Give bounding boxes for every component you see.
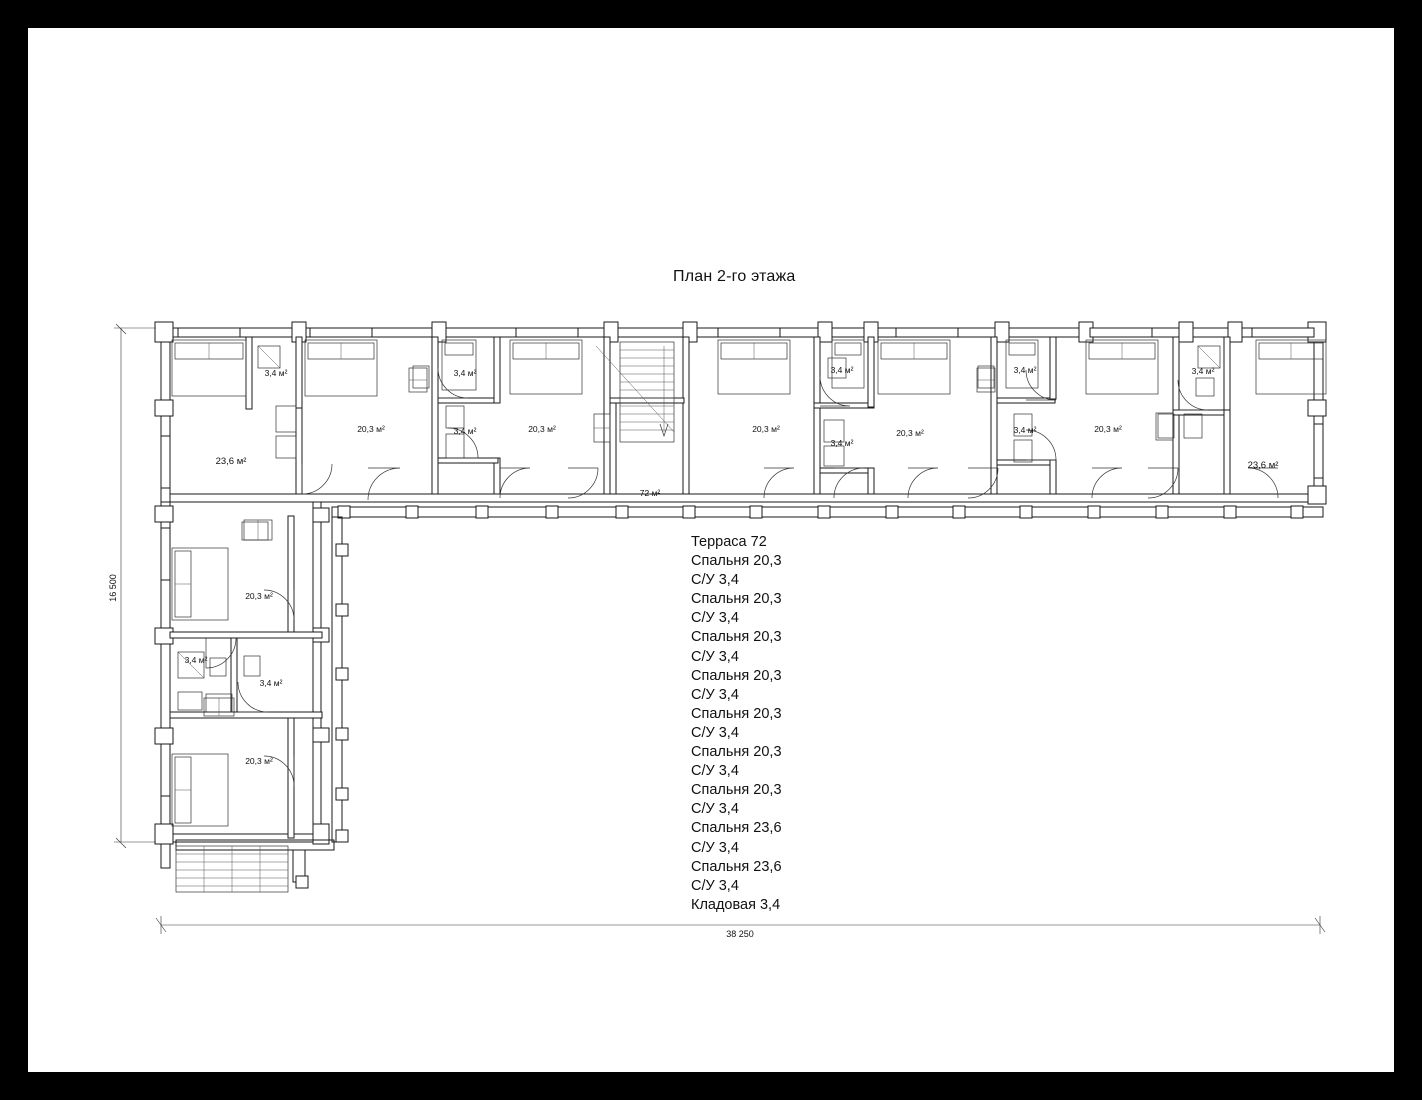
interior-partitions xyxy=(246,337,1230,494)
stairs xyxy=(176,342,674,892)
legend-item: С/У 3,4 xyxy=(691,610,739,627)
page-title: План 2-го этажа xyxy=(673,268,796,285)
width-dimension-label: 38 250 xyxy=(726,929,754,939)
wall-posts xyxy=(155,322,1326,844)
beds xyxy=(172,340,1326,826)
room-area-label: 23,6 м² xyxy=(1247,460,1279,471)
room-area-label: 20,3 м² xyxy=(896,428,924,438)
legend-item: Терраса 72 xyxy=(691,534,767,550)
legend-item: Спальня 20,3 xyxy=(691,553,782,570)
legend-item: Спальня 20,3 xyxy=(691,705,782,722)
room-area-label: 3,4 м² xyxy=(453,368,477,378)
room-area-label: 3,4 м² xyxy=(259,678,283,688)
room-area-label: 3,4 м² xyxy=(1013,365,1037,375)
height-dimension-label: 16 500 xyxy=(108,574,118,602)
room-area-label: 20,3 м² xyxy=(528,424,556,434)
room-area-label: 3,4 м² xyxy=(264,368,288,378)
terrace xyxy=(176,506,1323,888)
room-area-label: 23,6 м² xyxy=(215,456,247,467)
legend-item: Спальня 20,3 xyxy=(691,629,782,646)
room-area-label: 20,3 м² xyxy=(357,424,385,434)
legend-item: С/У 3,4 xyxy=(691,839,739,856)
floor-plan-drawing xyxy=(28,28,1394,1072)
interior-partitions-lower xyxy=(170,516,322,838)
legend-item: С/У 3,4 xyxy=(691,724,739,741)
legend-item: С/У 3,4 xyxy=(691,801,739,818)
room-area-label: 3,4 м² xyxy=(1191,366,1215,376)
room-area-label: 3,4 м² xyxy=(1013,425,1037,435)
windows xyxy=(161,328,1323,796)
bathroom-fixtures xyxy=(178,346,1220,712)
room-area-label: 20,3 м² xyxy=(1094,424,1122,434)
room-area-label: 72 м² xyxy=(639,488,661,498)
room-area-label: 20,3 м² xyxy=(752,424,780,434)
legend-item: Спальня 20,3 xyxy=(691,744,782,761)
room-area-label: 3,4 м² xyxy=(830,438,854,448)
legend-item: С/У 3,4 xyxy=(691,648,739,665)
room-area-label: 3,4 м² xyxy=(830,365,854,375)
room-area-label: 20,3 м² xyxy=(245,591,273,601)
legend-item: Спальня 20,3 xyxy=(691,782,782,799)
room-area-label: 3,4 м² xyxy=(184,655,208,665)
legend-item: Спальня 20,3 xyxy=(691,591,782,608)
legend-item: С/У 3,4 xyxy=(691,763,739,780)
room-area-label: 3,4 м² xyxy=(453,426,477,436)
legend-item: Спальня 23,6 xyxy=(691,858,782,875)
legend-item: Спальня 23,6 xyxy=(691,820,782,837)
room-area-label: 20,3 м² xyxy=(245,756,273,766)
legend-item: С/У 3,4 xyxy=(691,572,739,589)
walls-upper-wing xyxy=(161,328,1323,868)
floor-plan-sheet xyxy=(28,28,1394,1072)
walls-lower-wing xyxy=(161,502,321,842)
room-area-labels xyxy=(185,365,1279,766)
legend-item: Спальня 20,3 xyxy=(691,667,782,684)
legend-item: С/У 3,4 xyxy=(691,877,739,894)
legend-item: С/У 3,4 xyxy=(691,686,739,703)
legend-item: Кладовая 3,4 xyxy=(691,896,781,913)
